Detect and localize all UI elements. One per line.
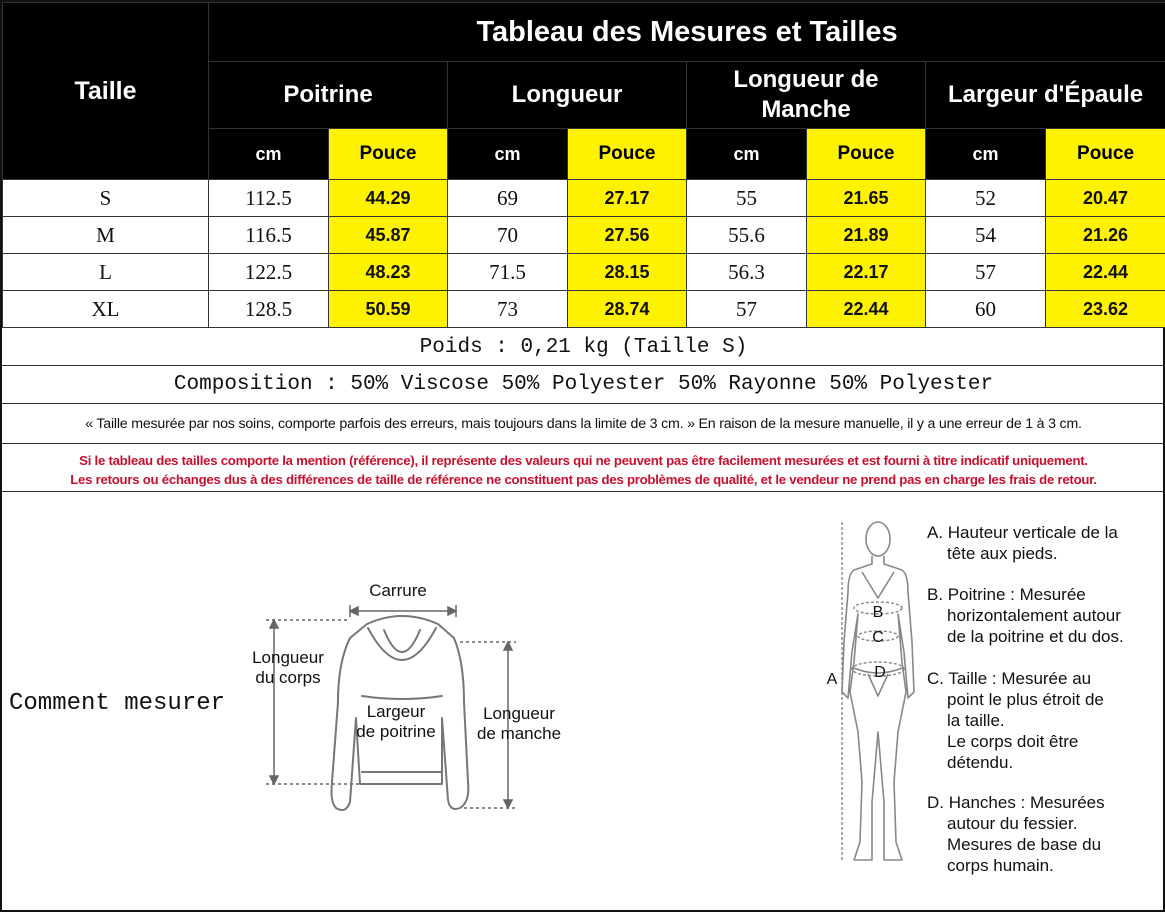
manche-cm-cell: 55.6 [687,217,807,254]
sleeve-length-label-line: de manche [476,724,562,743]
size-cell: L [3,254,209,291]
poitrine-cm-cell: 128.5 [209,291,329,328]
longueur-cm-cell: 70 [448,217,568,254]
unit-inch-header: Pouce [807,129,926,180]
manche-cm-cell: 57 [687,291,807,328]
unit-inch-header: Pouce [329,129,448,180]
unit-inch-header: Pouce [1046,129,1165,180]
group-header-poitrine: Poitrine [209,62,448,129]
legend-a [927,522,1118,564]
legend-line: de la poitrine et du dos. [947,627,1124,646]
marker-a: A [826,671,838,688]
chest-width-label-line: de poitrine [356,722,436,741]
unit-cm-header: cm [448,129,568,180]
marker-d: D [874,664,886,681]
manche-inch-cell: 22.44 [807,291,926,328]
epaule-cm-cell: 57 [926,254,1046,291]
unit-cm-header: cm [687,129,807,180]
size-cell: XL [3,291,209,328]
unit-cm-header: cm [209,129,329,180]
poitrine-cm-cell: 122.5 [209,254,329,291]
manche-inch-cell: 21.65 [807,180,926,217]
legend-line: corps humain. [947,856,1054,875]
poitrine-inch-cell: 45.87 [329,217,448,254]
poitrine-inch-cell: 50.59 [329,291,448,328]
warning-line: Si le tableau des tailles comporte la mention (référence), il représente des valeurs qui ne peuvent pas être facilement mesurées et est fourni à titre indicatif uniquement. [79,453,1088,468]
legend-b [927,584,1124,647]
legend-line: Mesures de base du [947,835,1102,854]
legend-line: D. Hanches : Mesurées [927,793,1105,812]
legend-line: Le corps doit être [947,732,1079,751]
longueur-inch-cell: 28.74 [568,291,687,328]
unit-inch-header: Pouce [568,129,687,180]
size-column-header: Taille [3,3,209,180]
legend-line: A. Hauteur verticale de la [927,523,1118,542]
manche-cm-cell: 55 [687,180,807,217]
body-length-label-line: Longueur [252,648,324,667]
epaule-cm-cell: 54 [926,217,1046,254]
marker-c: C [872,629,884,646]
table-title: Tableau des Mesures et Tailles [209,3,1165,62]
epaule-inch-cell: 22.44 [1046,254,1165,291]
size-cell: M [3,217,209,254]
poitrine-cm-cell: 116.5 [209,217,329,254]
epaule-cm-cell: 60 [926,291,1046,328]
legend-line: horizontalement autour [947,606,1121,625]
legend-line: C. Taille : Mesurée au [927,669,1092,688]
epaule-inch-cell: 23.62 [1046,291,1165,328]
group-header-largeur-epaule: Largeur d'Épaule [926,62,1165,129]
sleeve-length-label-line: Longueur [483,704,555,723]
size-cell: S [3,180,209,217]
legend-line: B. Poitrine : Mesurée [927,585,1086,604]
composition-info: Composition : 50% Viscose 50% Polyester 50% Rayonne 50% Polyester [2,366,1165,404]
carrure-label: Carrure [369,581,427,600]
poitrine-inch-cell: 48.23 [329,254,448,291]
manche-inch-cell: 22.17 [807,254,926,291]
longueur-cm-cell: 69 [448,180,568,217]
longueur-inch-cell: 27.17 [568,180,687,217]
group-header-longueur-manche: Longueur de Manche [687,62,926,129]
chest-width-label [348,702,444,742]
longueur-cm-cell: 73 [448,291,568,328]
legend-line: tête aux pieds. [947,544,1058,563]
body-length-label-line: du corps [255,668,321,687]
longueur-inch-cell: 28.15 [568,254,687,291]
body-length-label [240,648,336,688]
manche-inch-cell: 21.89 [807,217,926,254]
legend-line: la taille. [947,711,1005,730]
poitrine-cm-cell: 112.5 [209,180,329,217]
weight-info: Poids : 0,21 kg (Taille S) [2,329,1165,366]
epaule-inch-cell: 21.26 [1046,217,1165,254]
chest-width-label-line: Largeur [366,702,426,721]
longueur-inch-cell: 27.56 [568,217,687,254]
marker-b: B [872,604,884,621]
longueur-cm-cell: 71.5 [448,254,568,291]
warning-line: Les retours ou échanges dus à des différences de taille de référence ne constituent pas des problèmes de qualité, et le vendeur ne prend pas en charge les frais de retour. [70,472,1097,487]
poitrine-inch-cell: 44.29 [329,180,448,217]
sleeve-length-label [468,704,570,744]
legend-line: détendu. [947,753,1014,772]
measure-illustrations [2,2,1163,910]
epaule-cm-cell: 52 [926,180,1046,217]
legend-c [927,668,1104,773]
legend-line: autour du fessier. [947,814,1078,833]
legend-d [927,792,1105,876]
how-to-measure-label: Comment mesurer [9,690,226,717]
group-header-longueur: Longueur [448,62,687,129]
manche-cm-cell: 56.3 [687,254,807,291]
unit-cm-header: cm [926,129,1046,180]
measurement-note: « Taille mesurée par nos soins, comporte parfois des erreurs, mais toujours dans la limite de 3 cm. » En raison de la mesure manuelle, il y a une erreur de 1 à 3 cm. [2,404,1165,444]
legend-line: point le plus étroit de [947,690,1104,709]
body-figure [842,522,914,860]
epaule-inch-cell: 20.47 [1046,180,1165,217]
